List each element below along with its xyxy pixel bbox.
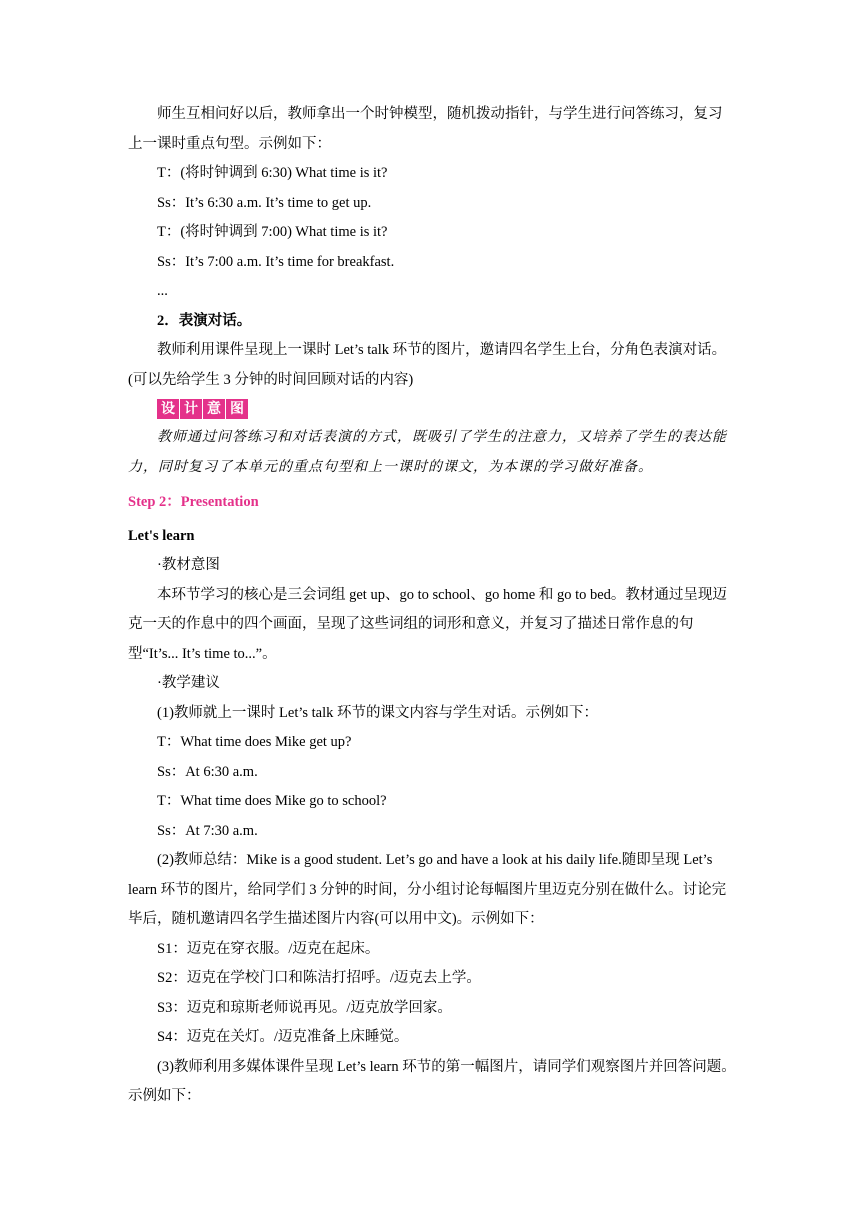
paragraph: (3)教师利用多媒体课件呈现 Let’s learn 环节的第一幅图片，请同学们观察图片并回答问题。示例如下： — [128, 1058, 736, 1104]
design-intent-text: 教师通过问答练习和对话表演的方式，既吸引了学生的注意力，又培养了学生的表达能力，同时复习了本单元的重点句型和上一课时的课文，为本课的学习做好准备。 — [128, 430, 727, 475]
dialogue-line: Ss：At 7:30 a.m. — [157, 822, 258, 839]
badge-char: 设 — [157, 399, 179, 419]
badge-char: 意 — [203, 399, 225, 419]
dialogue-line: Ss：It’s 7:00 a.m. It’s time for breakfast. — [157, 253, 395, 270]
bullet-heading: ·教学建议 — [157, 675, 220, 691]
dialogue-line: S1：迈克在穿衣服。/迈克在起床。 — [157, 940, 380, 957]
badge-char: 图 — [226, 399, 248, 419]
bullet-heading: ·教材意图 — [157, 557, 220, 573]
step-heading: Step 2：Presentation — [128, 494, 259, 510]
paragraph: (2)教师总结：Mike is a good student. Let’s go and have a look at his daily life.随即呈现 Let’s learn 环节的图片，给同学们 3 分钟的时间，分小组讨论每幅图片里迈克分别在做什么。讨论完毕后，随机邀请四名学生描述图片内容(可以用中文)。示例如下： — [128, 852, 727, 927]
paragraph: 教师利用课件呈现上一课时 Let’s talk 环节的图片，邀请四名学生上台，分角色表演对话。(可以先给学生 3 分钟的时间回顾对话的内容) — [128, 342, 727, 388]
dialogue-line: S2：迈克在学校门口和陈洁打招呼。/迈克去上学。 — [157, 970, 481, 986]
dialogue-line: T：What time does Mike get up? — [157, 734, 352, 750]
dialogue-line: Ss：It’s 6:30 a.m. It’s time to get up. — [157, 194, 372, 211]
dialogue-line: T：What time does Mike go to school? — [157, 793, 387, 809]
paragraph-intro: 师生互相问好以后，教师拿出一个时钟模型，随机拨动指针，与学生进行问答练习，复习上一课时重点句型。示例如下： — [128, 106, 723, 152]
dialogue-line: Ss：At 6:30 a.m. — [157, 763, 258, 780]
dialogue-line: T：(将时钟调到 6:30) What time is it? — [157, 165, 388, 181]
paragraph: 本环节学习的核心是三会词组 get up、go to school、go home 和 go to bed。教材通过呈现迈克一天的作息中的四个画面，呈现了这些词组的词形和意义，并复习了描述日常作息的句型“It’s... It’s time to...”。 — [128, 586, 727, 662]
paragraph: (1)教师就上一课时 Let’s talk 环节的课文内容与学生对话。示例如下： — [157, 704, 599, 721]
dialogue-line: T：(将时钟调到 7:00) What time is it? — [157, 224, 388, 240]
design-intent-badge — [157, 399, 736, 421]
ellipsis-line: ... — [157, 283, 168, 299]
document-content — [128, 100, 736, 1112]
section-heading: 2．表演对话。 — [157, 312, 252, 329]
dialogue-line: S3：迈克和琼斯老师说再见。/迈克放学回家。 — [157, 999, 452, 1016]
subsection-heading: Let's learn — [128, 527, 195, 544]
badge-char: 计 — [180, 399, 202, 419]
dialogue-line: S4：迈克在关灯。/迈克准备上床睡觉。 — [157, 1029, 409, 1045]
